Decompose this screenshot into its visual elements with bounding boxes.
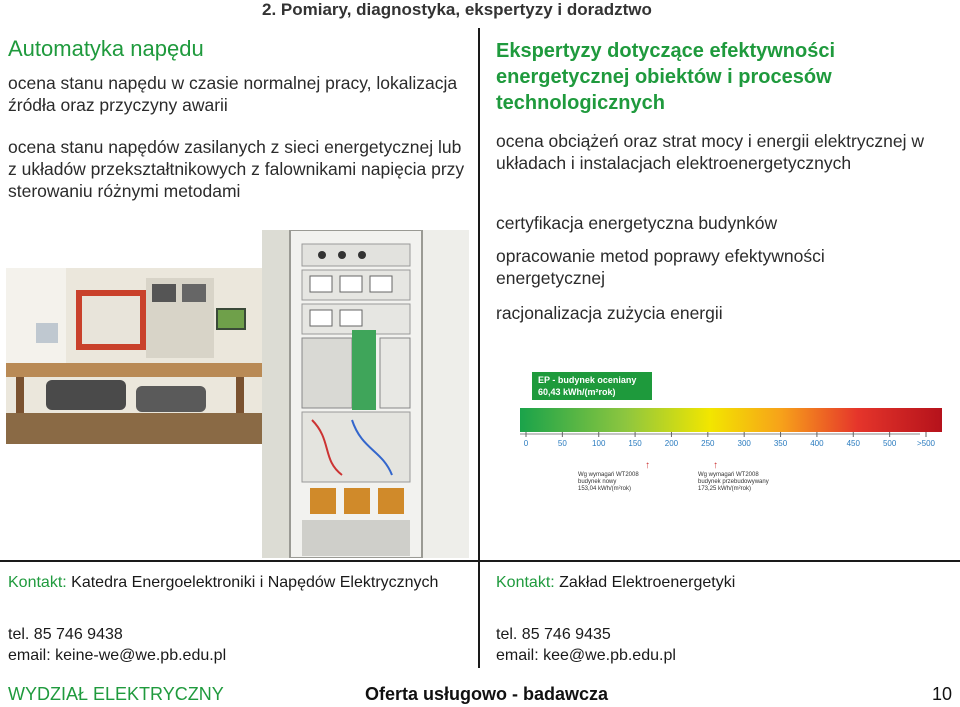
drive-paragraph-2: ocena stanu napędów zasilanych z sieci energetycznej lub z układów przekształtnikowych z falownikami napięcia przy sterowaniu różnymi metodami (8, 137, 465, 201)
column-divider (478, 28, 480, 668)
contact-right (496, 572, 946, 593)
contact-label: Kontakt: (8, 574, 67, 591)
lab-photo (6, 268, 262, 444)
scale-tick-label: 400 (810, 439, 824, 448)
contact-email-left[interactable]: email: keine-we@we.pb.edu.pl (8, 647, 227, 664)
energy-scale-graphic (520, 370, 942, 502)
note-rebuilt-line2: budynek przebudowywany (698, 479, 769, 485)
contact-left (8, 572, 468, 593)
cabinet-photo (262, 230, 469, 558)
arrow-up-icon: ↑ (645, 460, 650, 471)
lab-photo-illustration (6, 268, 262, 444)
note-rebuilt-line3: 173,25 kWh/(m²rok) (698, 486, 752, 492)
efficiency-item-1: ocena obciążeń oraz strat mocy i energii elektrycznej w układach i instalacjach elektroenergetycznych (496, 131, 924, 173)
scale-tick-label: 350 (773, 439, 788, 448)
page-title: 2. Pomiary, diagnostyka, ekspertyzy i doradztwo (262, 0, 652, 19)
contact-tel-left: tel. 85 746 9438 (8, 626, 123, 643)
energy-performance-scale (520, 370, 942, 502)
contact-label: Kontakt: (496, 574, 555, 591)
scale-tick-label: 100 (592, 439, 606, 448)
contact-tel-right: tel. 85 746 9435 (496, 626, 611, 643)
scale-tick-label: 0 (523, 439, 529, 448)
efficiency-item-4: racjonalizacja zużycia energii (496, 303, 723, 323)
contact-email-right[interactable]: email: kee@we.pb.edu.pl (496, 647, 676, 664)
scale-tick-label: 250 (701, 439, 715, 448)
scale-tick-label: 150 (628, 439, 642, 448)
footer-faculty: WYDZIAŁ ELEKTRYCZNY (8, 684, 224, 704)
contact-org: Zakład Elektroenergetyki (559, 574, 736, 591)
contact-divider (0, 560, 960, 562)
scale-tick-label: >500 (916, 439, 936, 448)
efficiency-item-2: certyfikacja energetyczna budynków (496, 213, 778, 233)
note-new-line3: 153,04 kWh/(m²rok) (578, 486, 632, 492)
scale-tick-label: 50 (557, 439, 567, 448)
scale-tick-label: 500 (882, 439, 897, 448)
energy-badge-line2: 60,43 kWh/(m²rok) (538, 387, 616, 397)
scale-tick-label: 300 (737, 439, 751, 448)
page-number: 10 (932, 684, 953, 704)
scale-tick-label: 200 (664, 439, 679, 448)
section-heading-energy-efficiency: Ekspertyzy dotyczące efektywności energetycznej obiektów i procesów technologicznych (496, 40, 836, 114)
section-heading-drive-automation: Automatyka napędu (8, 36, 204, 61)
contact-org: Katedra Energoelektroniki i Napędów Elektrycznych (71, 574, 439, 591)
arrow-up-icon: ↑ (713, 460, 718, 471)
drive-paragraph-1: ocena stanu napędu w czasie normalnej pracy, lokalizacja źródła oraz przyczyny awarii (8, 73, 458, 115)
cabinet-photo-illustration (262, 230, 469, 558)
footer-offer: Oferta usługowo - badawcza (365, 684, 609, 704)
efficiency-item-3: opracowanie metod poprawy efektywności energetycznej (496, 246, 825, 288)
scale-tick-label: 450 (846, 439, 860, 448)
note-new-line2: budynek nowy (578, 479, 617, 485)
note-new-line1: Wg wymagań WT2008 (578, 472, 639, 478)
note-rebuilt-line1: Wg wymagań WT2008 (698, 472, 759, 478)
energy-badge-line1: EP - budynek oceniany (538, 375, 637, 385)
